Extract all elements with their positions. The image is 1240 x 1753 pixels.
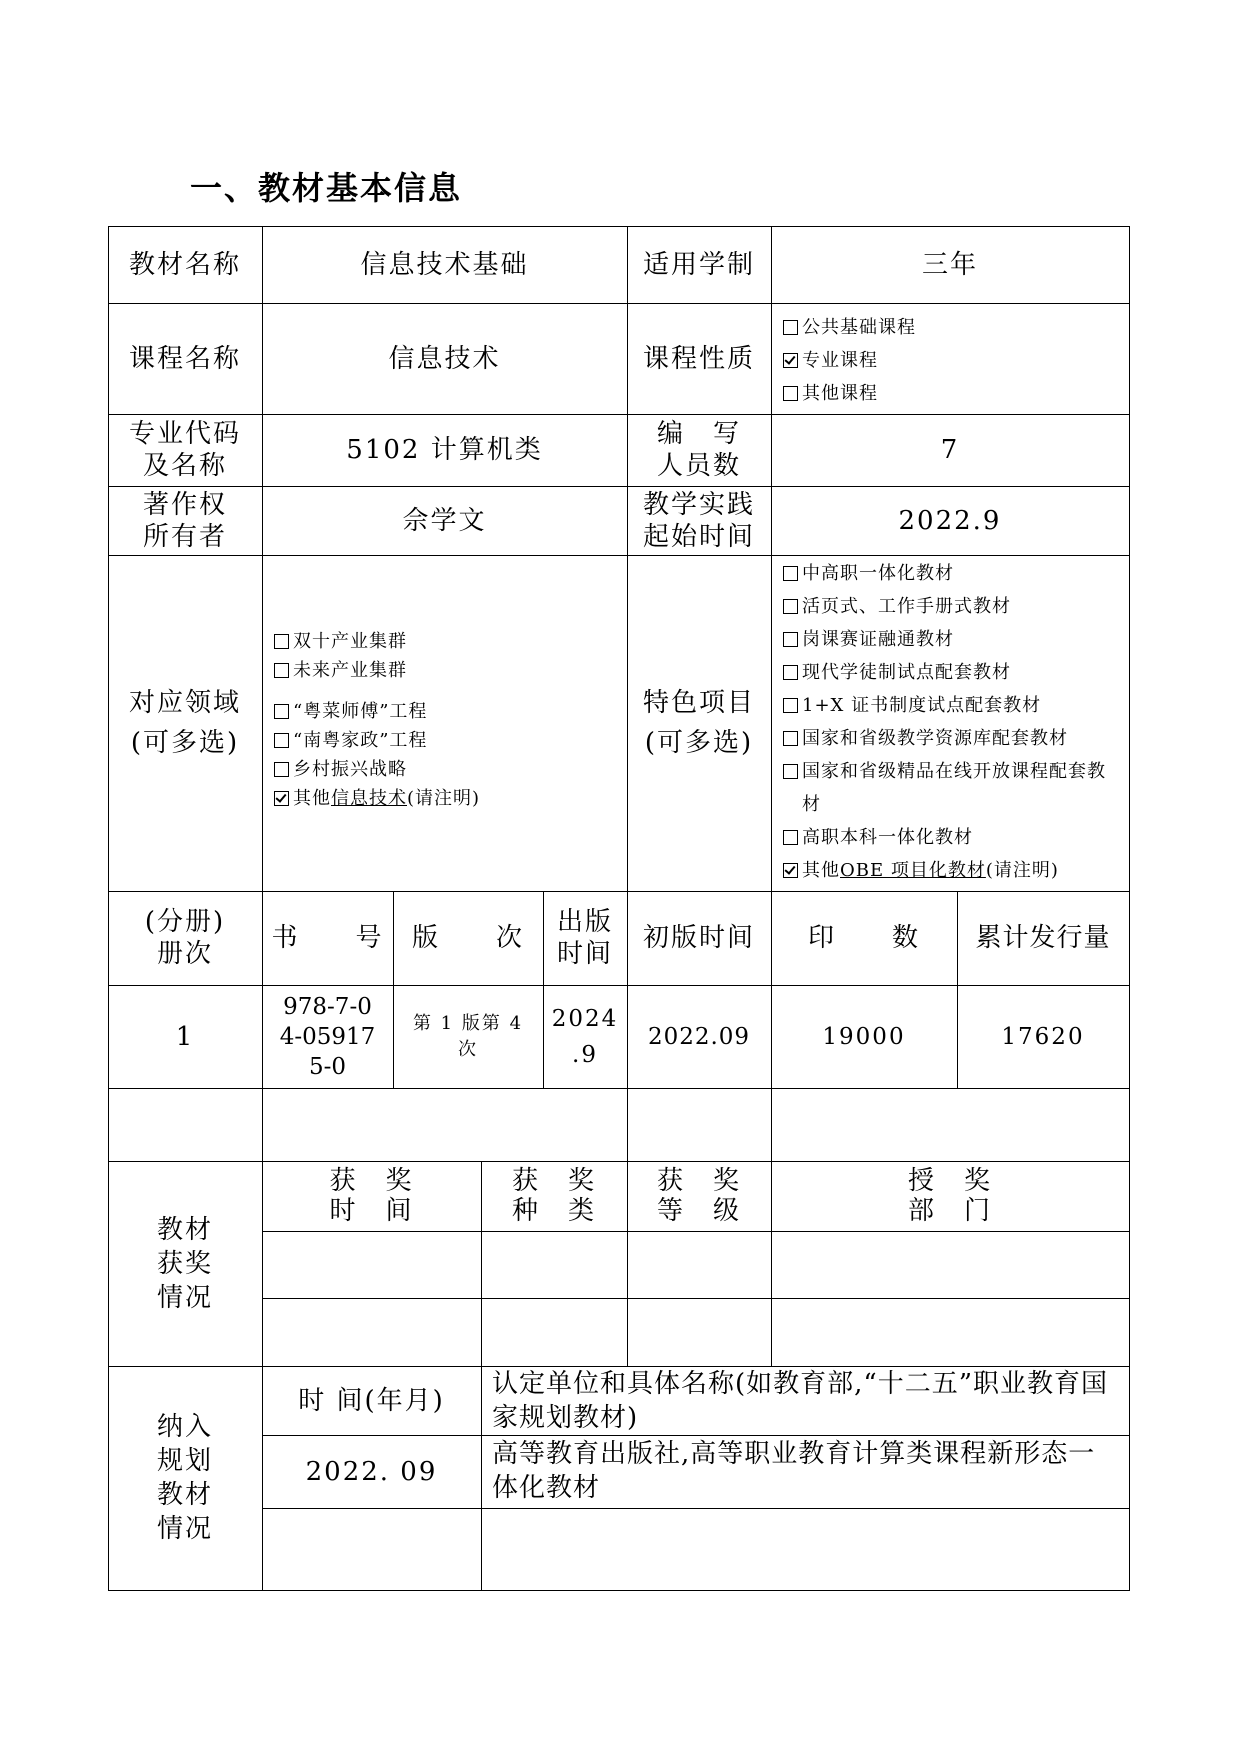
table-row-volume: 1 [175, 1021, 195, 1052]
pub-time-header: 出版 时间 [556, 907, 613, 969]
checkbox-icon[interactable] [783, 764, 798, 779]
checkbox-icon[interactable] [783, 632, 798, 647]
features-option[interactable]: 1+X 证书制度试点配套教材 [781, 689, 1123, 722]
awards-time-header: 获 奖 时 间 [329, 1166, 414, 1226]
checkbox-icon[interactable] [274, 663, 289, 678]
features-option[interactable]: 岗课赛证融通教材 [781, 623, 1123, 656]
total-header: 累计发行量 [975, 923, 1111, 953]
table-row-prints: 19000 [822, 1023, 906, 1050]
checkbox-icon[interactable] [783, 566, 798, 581]
awards-label: 教材 获奖 情况 [156, 1214, 213, 1313]
textbook-name-label: 教材名称 [128, 249, 241, 280]
course-nature-label: 课程性质 [642, 343, 755, 374]
checked-checkbox-icon[interactable] [274, 791, 289, 806]
planning-row-unit: 高等教育出版社,高等职业教育计算类课程新形态一体化教材 [492, 1439, 1096, 1503]
field-option[interactable]: 未来产业集群 [272, 656, 480, 685]
course-name-label: 课程名称 [128, 343, 241, 374]
checkbox-icon[interactable] [274, 733, 289, 748]
checkbox-icon[interactable] [783, 830, 798, 845]
awards-level-header: 获 奖 等 级 [656, 1166, 741, 1226]
checkbox-icon[interactable] [274, 704, 289, 719]
features-other-value[interactable]: OBE 项目化教材 [840, 860, 986, 881]
checked-checkbox-icon[interactable] [783, 863, 798, 878]
table-row-pub-time: 2024 .9 [551, 1005, 619, 1068]
textbook-name-value: 信息技术基础 [360, 249, 529, 280]
field-option[interactable]: “粤菜师傅”工程 [272, 697, 480, 726]
course-name-value: 信息技术 [388, 343, 501, 374]
major-value: 5102 计算机类 [346, 435, 543, 465]
checkbox-icon[interactable] [783, 698, 798, 713]
writers-value: 7 [940, 435, 960, 465]
school-system-value: 三年 [921, 249, 978, 280]
prints-header: 印 数 [807, 923, 920, 953]
features-option[interactable]: 高职本科一体化教材 [781, 821, 1123, 854]
field-other-value[interactable]: 信息技术 [331, 788, 407, 809]
features-options [781, 557, 1123, 887]
field-option[interactable]: 双十产业集群 [272, 627, 480, 656]
course-nature-options [781, 311, 916, 410]
checkbox-icon[interactable] [783, 320, 798, 335]
course-nature-option[interactable]: 专业课程 [781, 344, 916, 377]
table-row-isbn: 978-7-0 4-05917 5-0 [279, 993, 376, 1080]
writers-label: 编 写 人员数 [656, 419, 741, 481]
planning-label: 纳入 规划 教材 情况 [156, 1412, 213, 1544]
checkbox-icon[interactable] [783, 731, 798, 746]
page-title: 一、教材基本信息 [190, 169, 463, 207]
field-option-other[interactable]: 其他 信息技术 (请注明) [272, 784, 480, 813]
course-nature-option[interactable]: 公共基础课程 [781, 311, 916, 344]
features-label: 特色项目 (可多选) [642, 688, 755, 758]
checkbox-icon[interactable] [783, 599, 798, 614]
isbn-header: 书 号 [271, 923, 384, 953]
table-row-total: 17620 [1001, 1023, 1085, 1050]
first-edition-header: 初版时间 [642, 923, 755, 953]
table-row-first-edition: 2022.09 [647, 1023, 751, 1050]
copyright-label: 著作权 所有者 [142, 489, 227, 552]
awards-type-header: 获 奖 种 类 [511, 1166, 596, 1226]
field-option[interactable]: “南粤家政”工程 [272, 726, 480, 755]
school-system-label: 适用学制 [642, 249, 755, 280]
field-option[interactable]: 乡村振兴战略 [272, 755, 480, 784]
checkbox-icon[interactable] [783, 665, 798, 680]
course-nature-option[interactable]: 其他课程 [781, 377, 916, 410]
planning-time-header: 时 间(年月) [298, 1385, 445, 1416]
planning-unit-header: 认定单位和具体名称(如教育部,“十二五”职业教育国家规划教材) [492, 1369, 1108, 1433]
features-option[interactable]: 国家和省级精品在线开放课程配套教材 [781, 755, 1123, 821]
field-options [272, 627, 480, 813]
features-option[interactable]: 现代学徒制试点配套教材 [781, 656, 1123, 689]
major-label: 专业代码 及名称 [128, 419, 241, 481]
checkbox-icon[interactable] [274, 762, 289, 777]
practice-start-label: 教学实践 起始时间 [642, 489, 755, 552]
checked-checkbox-icon[interactable] [783, 353, 798, 368]
features-option[interactable]: 活页式、工作手册式教材 [781, 590, 1123, 623]
field-label: 对应领域 (可多选) [128, 688, 241, 758]
volume-header: (分册) 册次 [144, 907, 226, 969]
copyright-value: 佘学文 [402, 505, 487, 536]
features-option[interactable]: 国家和省级教学资源库配套教材 [781, 722, 1123, 755]
awards-department-header: 授 奖 部 门 [907, 1166, 992, 1226]
checkbox-icon[interactable] [783, 386, 798, 401]
practice-start-value: 2022.9 [898, 505, 1002, 536]
checkbox-icon[interactable] [274, 634, 289, 649]
planning-row-time: 2022. 09 [305, 1456, 438, 1487]
edition-header: 版 次 [411, 923, 524, 953]
table-row-edition: 第 1 版第 4 次 [412, 1012, 524, 1060]
features-option-other[interactable]: 其他 OBE 项目化教材 (请注明) [781, 854, 1123, 887]
features-option[interactable]: 中高职一体化教材 [781, 557, 1123, 590]
